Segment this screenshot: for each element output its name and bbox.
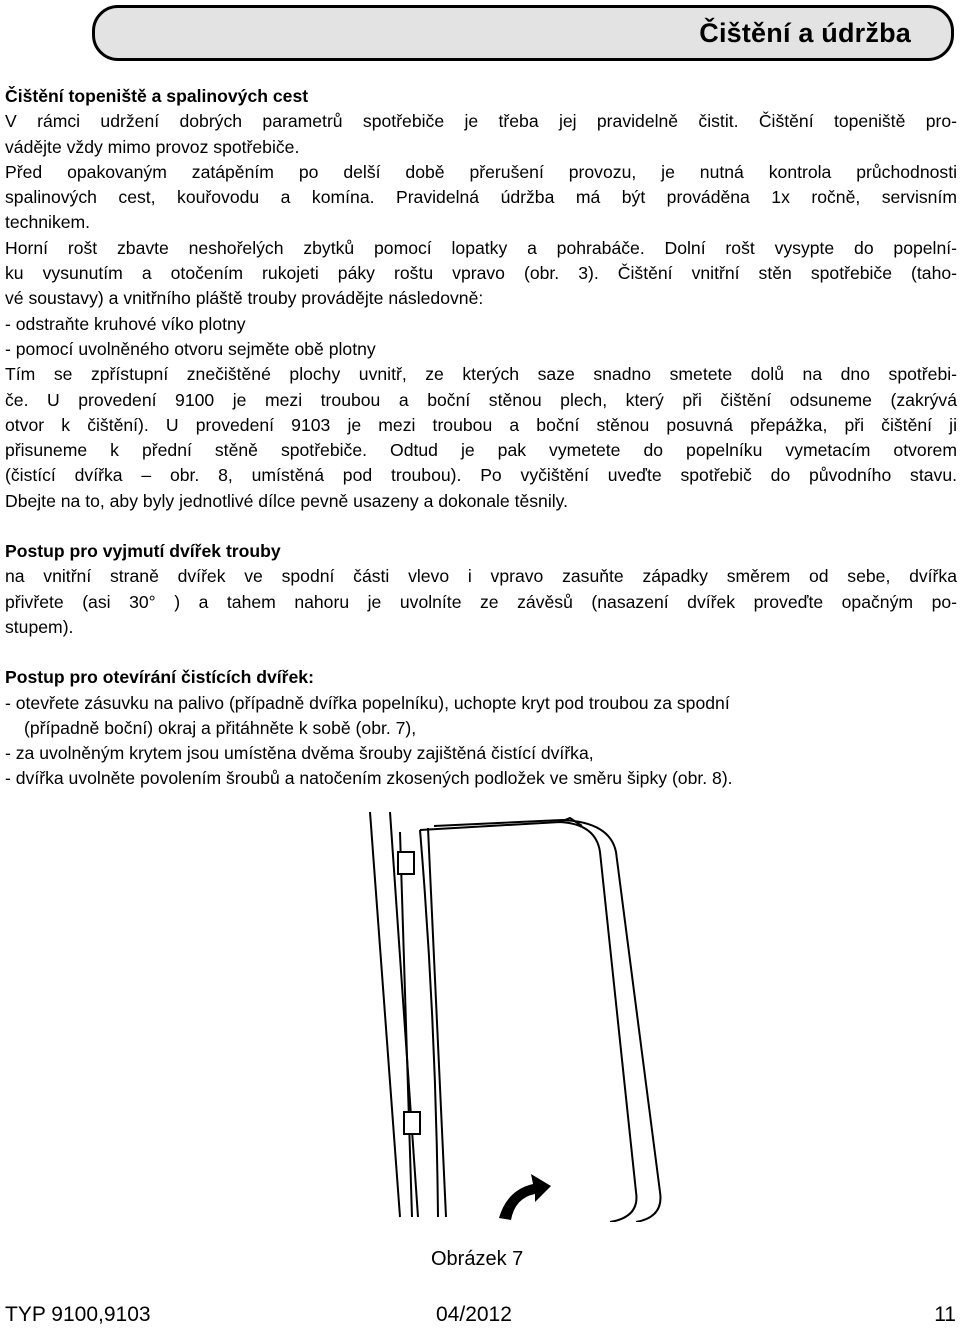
list-item: - odstraňte kruhové víko plotny [5,313,246,334]
paragraph-line: V rámci udržení dobrých parametrů spotřebiče je třeba jej pravidelně čistit. Čištění topeniště pro- [5,111,957,132]
paragraph-line: otvor k čištění). U provedení 9103 je mezi troubou a boční stěnou posuvná přepážka, při čištění ji [5,414,957,435]
paragraph-line: Tím se zpřístupní znečištěné plochy uvnitř, ze kterých saze snadno smetete dolů na dno spotřebi- [5,364,957,385]
list-item: - za uvolněným krytem jsou umístěna dvěma šrouby zajištěná čistící dvířka, [5,743,594,764]
paragraph-line: přisuneme k přední stěně spotřebiče. Odtud je pak vymetete do popelníku vymetacím otvorem [5,440,957,461]
paragraph-line: vé soustavy) a vnitřního pláště trouby provádějte následovně: [5,288,484,309]
figure-caption: Obrázek 7 [431,1248,524,1270]
section-heading-cleaning: Čištění topeniště a spalinových cest [5,86,309,106]
paragraph-line: ku vysunutím a otočením rukojeti páky roštu vpravo (obr. 3). Čištění vnitřní stěn spotřebiče (taho- [5,263,957,284]
title-banner [92,5,954,61]
paragraph-line: vádějte vždy mimo provoz spotřebiče. [5,136,300,157]
figure-7-diagram [360,812,690,1222]
list-item: (případně boční) okraj a přitáhněte k sobě (obr. 7), [24,717,417,738]
paragraph-line: na vnitřní straně dvířek ve spodní části vlevo i vpravo zasuňte západky směrem od sebe, dvířka [5,566,957,587]
page-title: Čištění a údržba [699,18,911,48]
paragraph-line: Před opakovaným zatápěním po delší době přerušení provozu, je nutná kontrola průchodnosti [5,161,957,182]
paragraph-line: če. U provedení 9100 je mezi troubou a boční stěnou plech, který při čištění odsuneme (zakrývá [5,389,957,410]
paragraph-line: Horní rošt zbavte neshořelých zbytků pomocí lopatky a pohrabáče. Dolní rošt vysypte do popelní- [5,237,957,258]
paragraph-line: spalinových cest, kouřovodu a komína. Pravidelná údržba má být prováděna 1x ročně, servisním [5,187,957,208]
footer-model: TYP 9100,9103 [5,1303,151,1326]
page-number: 11 [934,1303,956,1326]
footer-date: 04/2012 [436,1303,512,1326]
arrow-icon [493,1168,553,1220]
section-heading-cleaning-door: Postup pro otevírání čistících dvířek: [5,667,314,688]
paragraph-line: Dbejte na to, aby byly jednotlivé dílce pevně usazeny a dokonale těsnily. [5,490,569,511]
paragraph-line: technikem. [5,212,91,233]
section-heading-oven-door: Postup pro vyjmutí dvířek trouby [5,541,281,562]
paragraph-line: stupem). [5,616,74,637]
list-item: - pomocí uvolněného otvoru sejměte obě plotny [5,338,376,359]
list-item: - otevřete zásuvku na palivo (případně dvířka popelníku), uchopte kryt pod troubou za spodní [5,692,730,713]
list-item: - dvířka uvolněte povolením šroubů a natočením zkosených podložek ve směru šipky (obr. 8). [5,768,733,789]
paragraph-line: (čistící dvířka – obr. 8, umístěná pod troubou). Po vyčištění uveďte spotřebič do původního stavu. [5,465,957,486]
paragraph-line: přivřete (asi 30° ) a tahem nahoru je uvolníte ze závěsů (nasazení dvířek proveďte opačným po- [5,591,957,612]
document-body [5,84,957,792]
